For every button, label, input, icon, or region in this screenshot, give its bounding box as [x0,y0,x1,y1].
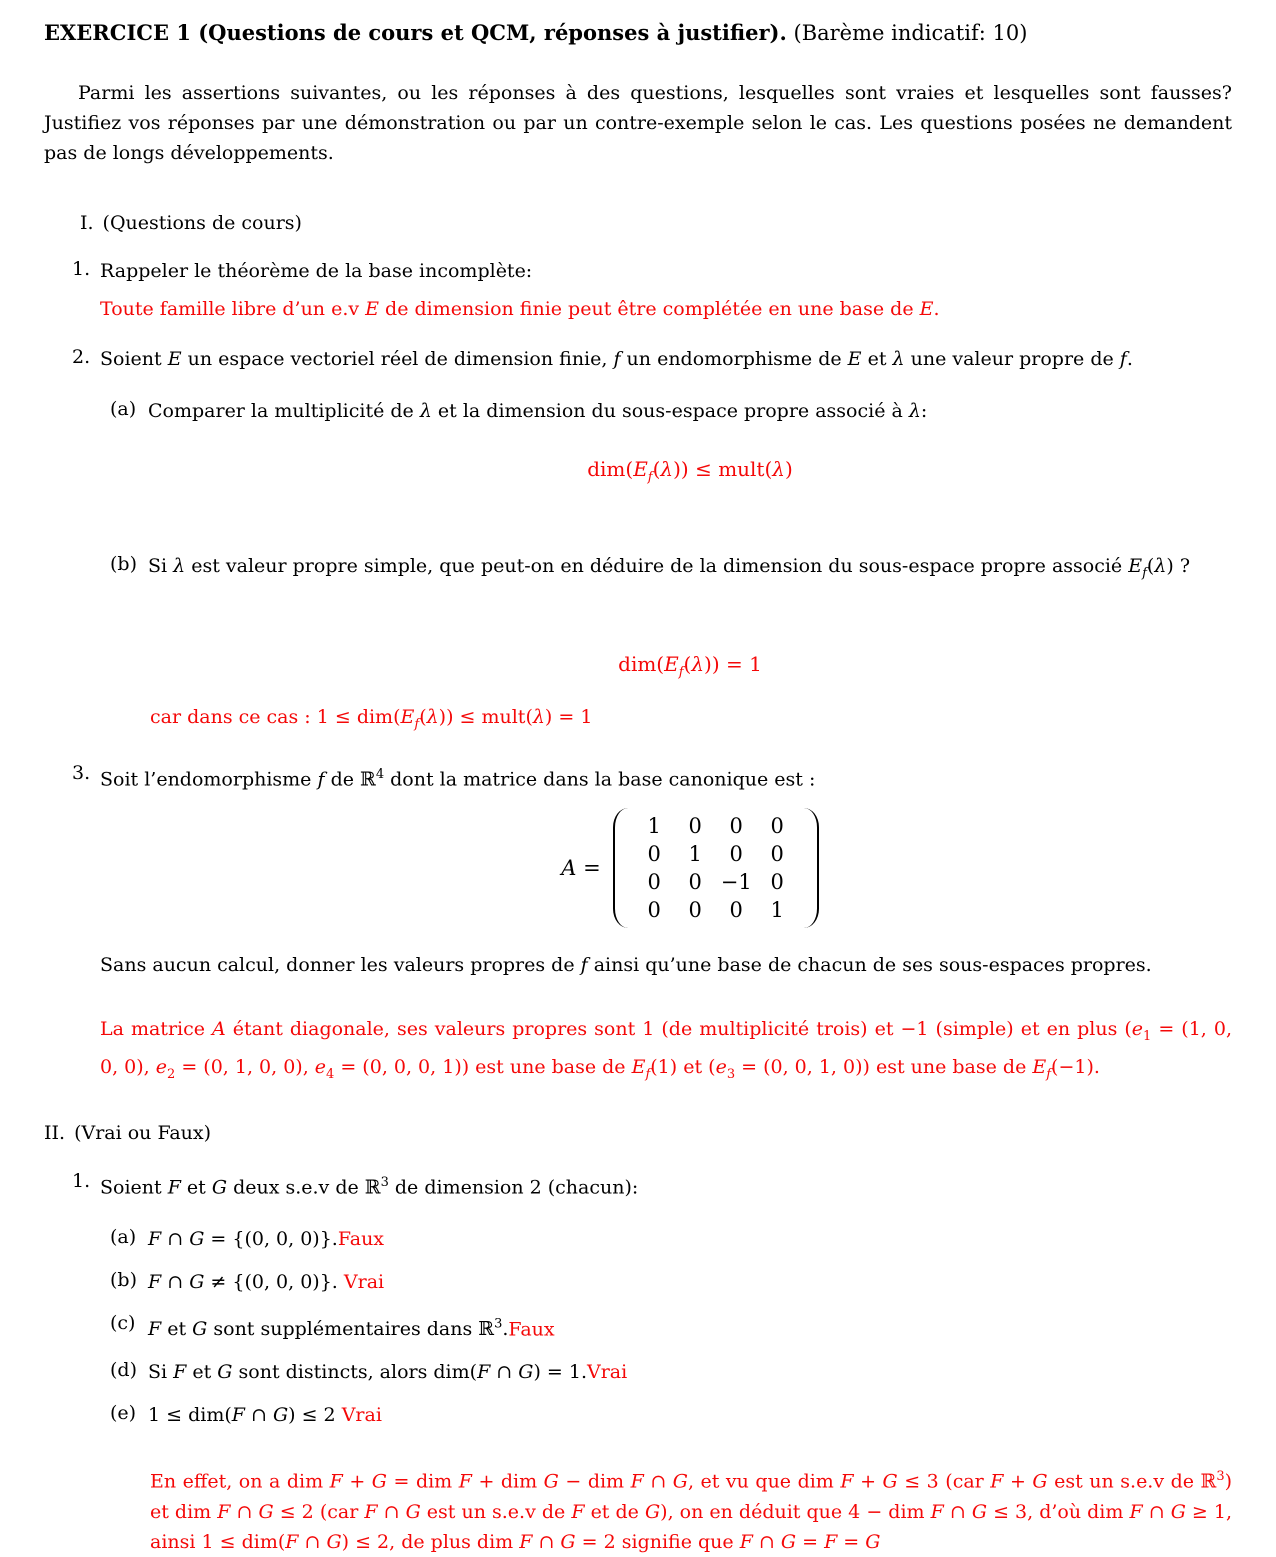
question-2-text: Soient E un espace vectoriel réel de dimension finie, f un endomorphisme de E et λ une valeur propre de f. [100,348,1133,370]
matrix-row [634,812,798,840]
tf-statement: F et G sont supplémentaires dans ℝ$^3$. [148,1316,509,1341]
tf-item-a-body [148,1226,1232,1252]
question-2b [110,553,1232,587]
question-2 [72,346,1232,372]
tf-statement: F ∩ G ≠ {(0, 0, 0)}. [148,1270,344,1293]
equation-2b: $dim(E_f(\lambda)) = 1$ [618,651,762,680]
matrix-cell: 1 [647,813,661,838]
question-1-text: Rappeler le théorème de la base incomplète: [100,260,533,282]
matrix-cell: 1 [688,841,702,866]
question-2a-label: (a) [110,398,137,420]
matrix-display [148,808,1232,928]
question-3 [72,762,1232,792]
matrix [561,808,818,928]
tf-verdict: Faux [337,1227,385,1250]
question-1-label: 1. [72,258,91,280]
matrix-right-paren [804,808,819,928]
question-II-1-text: Soient F et G deux s.e.v de ℝ$^3$ de dimension 2 (chacun): [100,1174,639,1198]
tf-statement: F ∩ G = {(0, 0, 0)}. [148,1227,338,1250]
question-3-label: 3. [72,761,91,784]
question-3-followup [72,952,1232,978]
tf-item-c-label: (c) [110,1311,136,1334]
answer-1: Toute famille libre d’un e.v E de dimension finie peut être complétée en une base de E. [100,298,940,320]
matrix-left-paren [613,808,628,928]
matrix-cell: 0 [729,841,743,866]
tf-item-e-body [148,1402,1232,1428]
question-3-text: Soit l’endomorphisme f de ℝ$^4$ dont la matrice dans la base canonique est : [100,766,816,790]
question-II-1-label: 1. [72,1169,91,1192]
matrix-cell: 0 [647,869,661,894]
matrix-cell: 0 [688,869,702,894]
matrix-row [634,868,798,896]
question-2b-label: (b) [110,553,137,575]
tf-item-d [110,1359,1232,1385]
matrix-cell: −1 [720,869,752,894]
matrix-lhs: A = [561,855,601,880]
matrix-cell: 0 [770,841,784,866]
question-1 [72,258,1232,284]
tf-item-c-body [148,1312,1232,1342]
question-2-label: 2. [72,346,91,368]
tf-verdict: Vrai [586,1361,628,1384]
tf-item-b-label: (b) [110,1268,137,1291]
question-2b-text: Si λ est valeur propre simple, que peut-on en déduire de la dimension du sous-espace propre associé $E_f(\lambda)$ ? [148,555,1191,581]
matrix-row [634,896,798,924]
matrix-grid [632,808,800,928]
matrix-cell: 0 [770,869,784,894]
tf-item-a [110,1226,1232,1252]
tf-statement: 1 ≤ dim(F ∩ G) ≤ 2 [148,1404,342,1427]
section-2-heading [44,1120,1232,1146]
tf-item-e [110,1402,1232,1428]
question-3-followup-spacer [72,952,100,978]
tf-verdict: Vrai [343,1270,385,1293]
equation-2a: $dim(E_f(\lambda))$ ≤ mult(λ) [587,457,793,485]
tf-item-d-label: (d) [110,1359,137,1382]
tf-verdict: Vrai [341,1404,382,1427]
tf-item-a-label: (a) [110,1225,137,1248]
section-2-label: II. [44,1121,66,1144]
tf-item-e-label: (e) [110,1402,137,1425]
equation-2b-wrap [148,651,1232,686]
matrix-cell: 0 [647,841,661,866]
tf-item-b [110,1269,1232,1295]
matrix-cell: 0 [647,897,661,922]
justification-2b: car dans ce cas : $1 \le dim(E_f(\lambda))$ ≤ mult(λ) = 1 [150,705,593,732]
section-1-title: (Questions de cours) [102,212,302,234]
tf-item-b-body [148,1269,1232,1295]
matrix-cell: 0 [729,897,743,922]
question-2a-text: Comparer la multiplicité de λ et la dimension du sous-espace propre associé à λ: [148,400,928,422]
equation-2a-wrap [148,456,1232,491]
section-1-heading [80,210,1232,236]
justification-II-1: En effet, on a dim F + G = dim F + dim G − dim F ∩ G, et vu que dim F + G ≤ 3 (car F + G est un s.e.v de ℝ$^3$) et dim F ∩ G ≤ 2 (car F ∩ G est un s.e.v de F et de G), on en déduit que 4 − dim F ∩ G ≤ 3, d’où dim F ∩ G ≥ 1, ainsi 1 ≤ dim(F ∩ G) ≤ 2, de plus dim F ∩ G = 2 signifie que F ∩ G = F = G [150,1469,1233,1553]
tf-item-c [110,1312,1232,1342]
matrix-row [634,840,798,868]
matrix-cell: 0 [770,813,784,838]
tf-statement: Si F et G sont distincts, alors dim(F ∩ G) = 1. [148,1361,587,1384]
answer-3: La matrice A étant diagonale, ses valeurs propres sont 1 (de multiplicité trois) et −1 (simple) et en plus ($e_1 = (1$, 0, 0, 0), $e_2 = (0$, 1, 0, 0), $e_4 = (0$, 0, 0, 1)) est une base de $E_f(1)$ et ($e_3 = (0$, 0, 1, 0)) est une base de $E_f(-1)$. [100,1017,1232,1082]
page-title [44,18,1232,48]
matrix-cell: 0 [688,897,702,922]
intro-paragraph: Parmi les assertions suivantes, ou les réponses à des questions, lesquelles sont vraies et lesquelles sont fausses? Justifiez vos réponses par une démonstration ou par un contre-exemple selon le cas. Les questions posées ne demandent pas de longs développements. [44,82,1232,164]
tf-verdict: Faux [508,1318,555,1341]
title-main: EXERCICE 1 (Questions de cours et QCM, réponses à justifier). [44,20,787,45]
matrix-cell: 0 [688,813,702,838]
question-3-followup-text: Sans aucun calcul, donner les valeurs propres de f ainsi qu’une base de chacun de ses sous-espaces propres. [100,953,1152,976]
matrix-cell: 0 [729,813,743,838]
question-2a [110,398,1232,424]
tf-item-d-body [148,1359,1232,1385]
title-note: (Barème indicatif: 10) [793,21,1028,45]
question-II-1 [72,1170,1232,1200]
section-1-label: I. [80,212,94,234]
section-2-title: (Vrai ou Faux) [74,1121,212,1144]
matrix-body [613,808,819,928]
matrix-cell: 1 [770,897,784,922]
